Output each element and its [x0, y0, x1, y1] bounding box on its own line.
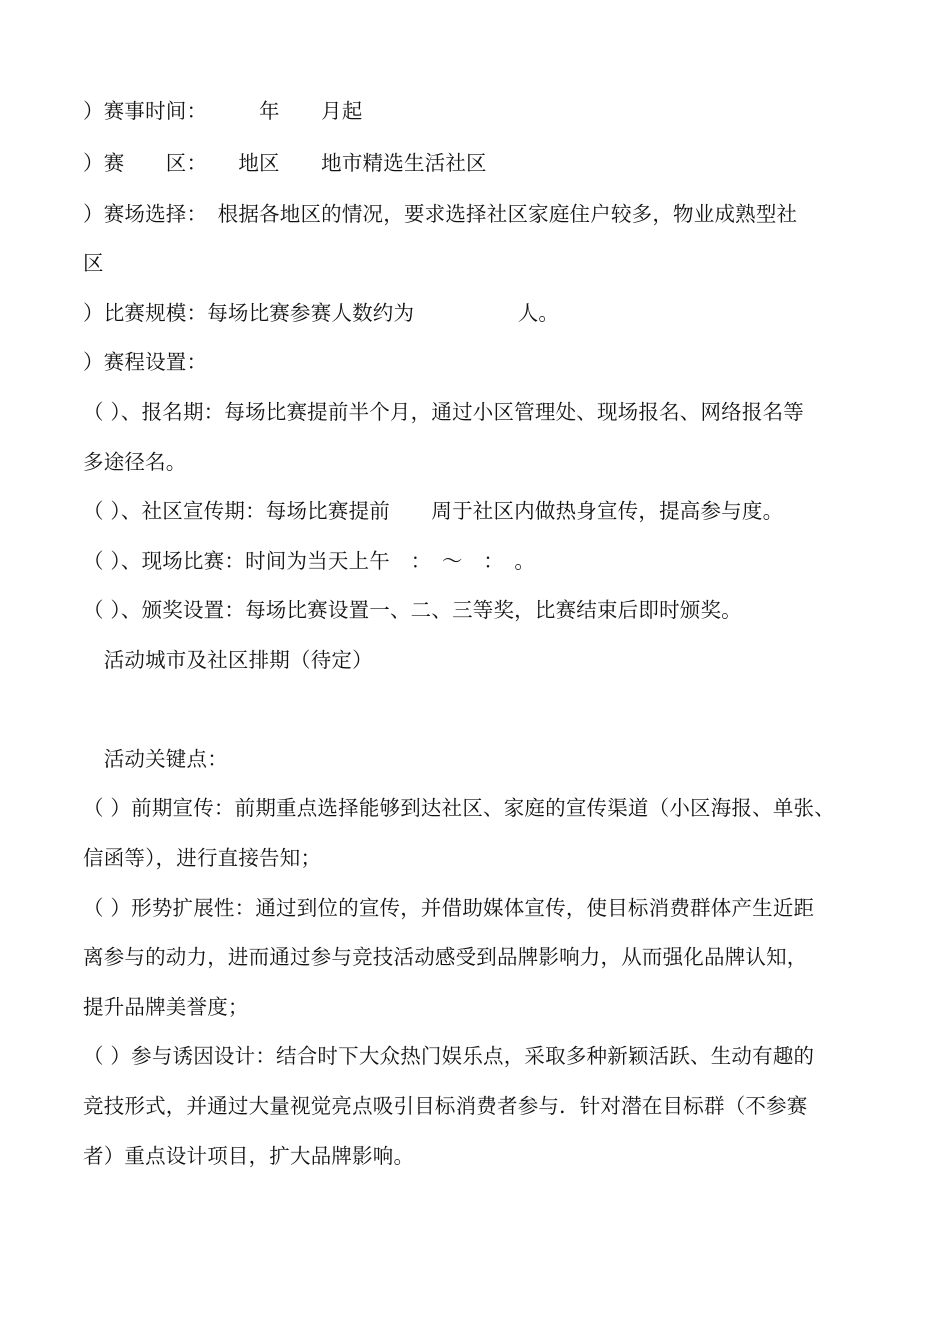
extensibility-cont-2: 提升品牌美誉度；: [83, 995, 249, 1019]
awards-line: （ ）、颁奖设置：每场比赛设置一、二、三等奖，比赛结束后即时颁奖。: [83, 598, 742, 622]
venue-selection-line: ）赛场选择： 根据各地区的情况，要求选择社区家庭住户较多，物业成熟型社: [83, 202, 798, 226]
incentive-design-cont-2: 者）重点设计项目，扩大品牌影响。: [83, 1144, 415, 1168]
early-promo-cont: 信函等），进行直接告知；: [83, 846, 322, 870]
venue-selection-cont: 区: [83, 251, 104, 275]
onsite-match-line: （ ）、现场比赛：时间为当天上午 ： ～ ： 。: [83, 549, 536, 573]
incentive-design-line: （ ）参与诱因设计：结合时下大众热门娱乐点，采取多种新颖活跃、生动有趣的: [83, 1044, 815, 1068]
match-time-line: ）赛事时间： 年 月起: [83, 99, 363, 123]
promotion-period-line: （ ）、社区宣传期：每场比赛提前 周于社区内做热身宣传，提高参与度。: [83, 499, 784, 523]
registration-cont: 多途径名。: [83, 450, 187, 474]
match-scale-line: ）比赛规模：每场比赛参赛人数约为 人。: [83, 301, 560, 325]
schedule-heading: ）赛程设置：: [83, 350, 208, 374]
incentive-design-cont-1: 竞技形式，并通过大量视觉亮点吸引目标消费者参与．针对潜在目标群（不参赛: [83, 1094, 808, 1118]
extensibility-line: （ ）形势扩展性：通过到位的宣传，并借助媒体宣传，使目标消费群体产生近距: [83, 896, 815, 920]
extensibility-cont-1: 离参与的动力，进而通过参与竞技活动感受到品牌影响力，从而强化品牌认知，: [83, 945, 808, 969]
early-promo-line: （ ）前期宣传：前期重点选择能够到达社区、家庭的宣传渠道（小区海报、单张、: [83, 796, 835, 820]
match-area-line: ）赛 区： 地区 地市精选生活社区: [83, 151, 487, 175]
key-points-heading: 活动关键点：: [83, 747, 228, 771]
registration-line: （ ）、报名期：每场比赛提前半个月，通过小区管理处、现场报名、网络报名等: [83, 400, 804, 424]
city-schedule-heading: 活动城市及社区排期（待定）: [83, 648, 373, 672]
